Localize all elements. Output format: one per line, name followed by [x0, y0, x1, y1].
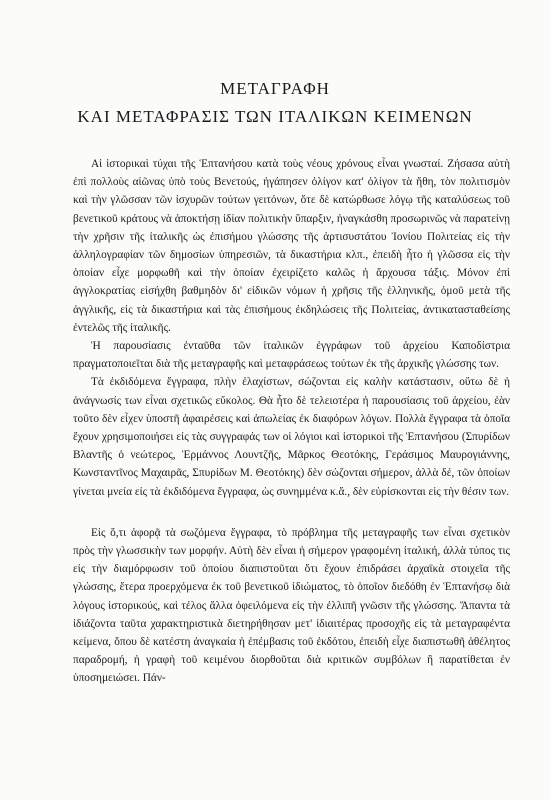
paragraph-1: Αἱ ἱστορικαὶ τύχαι τῆς Ἑπτανήσου κατὰ τοὺς νέους χρόνους εἶναι γνωσταί. Ζήσασα αὐτὴ ἐπὶ πολλοὺς αἰῶνας ὑπὸ τοὺς Βενετούς, ἠγάπησεν ὀλίγον κατ' ὀλίγον τὰ ἤθη, τὸν πολιτισμὸν καὶ τὴν γλῶσσαν τῶν ἰσχυρῶν τούτων γειτόνων, ὅτε δὲ κατώρθωσε λόγῳ τῆς καταλύσεως τοῦ βενετικοῦ κράτους νὰ ἀποκτήσῃ ἰδίαν πολιτικὴν ὕπαρξιν, ἠναγκάσθη προσωρινῶς νὰ παρατείνῃ τὴν χρῆσιν τῆς ἰταλικῆς ὡς ἐπισήμου γλώσσης τῆς ἀρτισυστάτου Ἰονίου Πολιτείας εἰς τὴν ἀλληλογραφίαν τῶν δημοσίων ὑπηρεσιῶν, τὰ δικαστήρια κλπ., ἐπειδὴ ἦτο ἡ γλῶσσα εἰς τὴν ὁποίαν εἶχε μορφωθῆ καὶ τὴν ὁποίαν ἐχειρίζετο καλῶς ἡ ἄρχουσα τάξις. Μόνον ἐπὶ ἀγγλοκρατίας εἰσήχθη βαθμηδὸν δι' εἰδικῶν νόμων ἡ χρῆσις τῆς ἑλληνικῆς, ὁμοῦ μετὰ τῆς ἀγγλικῆς, εἰς τὰ δικαστήρια καὶ τὰς ἐπισήμους ἐκδηλώσεις τῆς Πολιτείας, ἀντικατασταθείσης ἐντελῶς τῆς ἰταλικῆς. — [73, 158, 510, 334]
paragraph-4: Εἰς ὅ,τι ἀφορᾷ τὰ σωζόμενα ἔγγραφα, τὸ πρόβλημα τῆς μεταγραφῆς των εἶναι σχετικὸν πρὸς τὴν γλωσσικὴν των μορφήν. Αὐτὴ δὲν εἶναι ἡ σήμερον γραφομένη ἰταλική, ἀλλὰ τύπος τις εἰς τὴν διαμόρφωσιν τοῦ ὁποίου διαπιστοῦται ὅτι ἔχουν ἐπιδράσει ἀρχαϊκὰ στοιχεῖα τῆς γλώσσης, ἕτερα προερχόμενα ἐκ τοῦ βενετικοῦ ἰδιώματος, τὸ ὁποῖον διεδόθη ἐν Ἑπτανήσῳ διὰ λόγους ἱστορικούς, καὶ τέλος ἄλλα ὀφειλόμενα εἰς τὴν ἐλλιπῆ γνῶσιν τῆς γλώσσης. Ἅπαντα τὰ ἰδιάζοντα ταῦτα χαρακτηριστικὰ διετηρήθησαν μετ' ἰδιαιτέρας προσοχῆς εἰς τὰ μεταγραφέντα κείμενα, ὅπου δὲ κατέστη ἀναγκαία ἡ ἐπέμβασις τοῦ ἐκδότου, ἐπειδὴ εἶχε διαπιστωθῆ ἀθέλητος παραδρομή, ἡ γραφὴ τοῦ κειμένου διορθοῦται διὰ κριτικῶν συμβόλων ἢ παρατίθεται ἐν ὑποσημειώσει. Πάν- — [73, 526, 510, 685]
title-line-1: ΜΕΤΑΓΡΑΦΗ — [220, 79, 330, 98]
page-title — [0, 78, 550, 128]
paragraph-2: Ἡ παρουσίασις ἐνταῦθα τῶν ἰταλικῶν ἐγγράφων τοῦ ἀρχείου Καποδίστρια πραγματοποιεῖται διὰ τῆς μεταγραφῆς καὶ μεταφράσεως τούτων ἐκ τῆς ἀρχικῆς γλώσσης των. — [73, 340, 510, 371]
title-line-2: ΚΑΙ ΜΕΤΑΦΡΑΣΙΣ ΤΩΝ ΙΤΑΛΙΚΩΝ ΚΕΙΜΕΝΩΝ — [77, 107, 473, 126]
body-text — [73, 155, 510, 688]
paragraph-3: Τὰ ἐκδιδόμενα ἔγγραφα, πλὴν ἐλαχίστων, σώζονται εἰς καλὴν κατάστασιν, οὕτω δὲ ἡ ἀνάγνωσίς των εἶναι σχετικῶς εὔκολος. Θὰ ἦτο δὲ τελειοτέρα ἡ παρουσίασις τοῦ ἀρχείου, ἐὰν τοῦτο δὲν εἶχεν ὑποστῆ ἀφαιρέσεις καὶ ἀπωλείας ἐκ διαφόρων λόγων. Πολλὰ ἔγγραφα τὰ ὁποῖα ἔχουν χρησιμοποιήσει εἰς τὰς συγγραφάς των οἱ λόγιοι καὶ ἱστορικοὶ τῆς Ἑπτανήσου (Σπυρίδων Βλαντῆς ὁ νεώτερος, Ἑρμάννος Λουντζῆς, Μᾶρκος Θεοτόκης, Γεράσιμος Μαυρογιάννης, Κωνσταντῖνος Μαχαιρᾶς, Σπυρίδων Μ. Θεοτόκης) δὲν σώζονται σήμερον, ἀλλὰ δέ, τῶν ὁποίων γίνεται μνεία εἰς τὰ ἐκδιδόμενα ἔγγραφα, ὡς συνημμένα κ.ἄ., δὲν εὑρίσκονται εἰς τὴν θέσιν των. — [73, 376, 510, 498]
